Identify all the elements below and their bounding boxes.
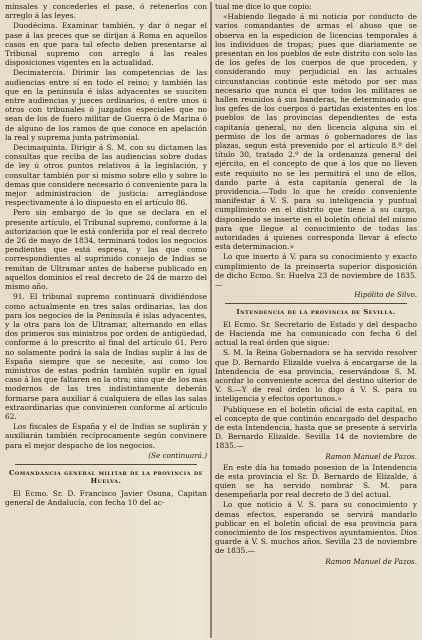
left-paragraph-7: Los fiscales de España y el de Indias se suplirán y auxiliarán también recíprocamente según convinere para el mejor despacho de los negocios. (5, 422, 208, 450)
left-paragraph-1: mínsales y concederles el pase, ó retenerlos con arreglo á las leyes. (5, 2, 208, 21)
left-paragraph-6: 91. El tribunal supremo continuará dividiéndose como actualmente en tres salas ordinarias, las dos para los negocios de la Península é islas adyacentes, y la otra para los de Ultramar, alternando en ellas dos primeros sus ministros por orden de antigüedad, conforme á lo prescrito al final del artículo 61. Pero no solamente podrá la sala de Indias suplir á las de España siempre que se necesite, así como los ministros de estas podrán también suplir en igual caso á los que faltaren en la otra; sino que de los mas modernos de las tres indistintamente deberán formarse para auxiliar á cualquiera de ellas las salas extraordinarias que convinieren conforme al artículo 62. (5, 292, 208, 421)
final-paragraph-2: Lo que noticio á V. S. para su conocimiento y demas efectos, esperando se servirá mandarlo publicar en el boletín oficial de esa provincia para conocimiento de los respectivos ayuntamientos. Dios guarde á V. S. muchos años. Sevilla 23 de noviembre de 1835.— (214, 500, 417, 556)
intendencia-paragraph-1: El Ecmo. Sr. Secretario de Estado y del despacho de Hacienda me ha comunicado con fecha 6 del actual la real órden que sigue: (214, 319, 417, 348)
section-heading-sevilla: Intendencia de la provincia de Sevilla. (236, 308, 396, 317)
left-last-paragraph: El Ecmo. Sr. D. Francisco Javier Osuna, Capitan general de Andalucía, con fecha 10 del ac- (5, 488, 208, 507)
signature-pazos-2: Ramon Manuel de Pazos. (325, 556, 417, 566)
left-paragraph-4: Decimaquinta. Dirigir á S. M. con su dictamen las consultas que reciba de las audiencias sobre dudas de ley ú otros puntos relativos á la legislación, y consultar también por sí mismo sobre ello y sobre lo demas que considere necesario ó conveniente para la mejor administracion de justicia: arreglándose respectivamente á lo dispuesto en el artículo 86. (5, 143, 208, 208)
column-divider (210, 2, 212, 638)
right-column (215, 2, 417, 638)
signature-pazos-1: Ramon Manuel de Pazos. (325, 451, 417, 461)
intendencia-paragraph-3: Publíquese en el boletín oficial de esta capital, en el concepto de que continúo encargado del despacho de esta Intendencia, hasta que se presente á servirla D. Bernardo Elizalde. Sevilla 14 de noviembre de 1835.— (214, 404, 417, 451)
section-heading-huelva: Comandancia general militar de la provincia de Huelva. (9, 468, 204, 486)
left-column (5, 2, 207, 638)
left-paragraph-2: Duodécima. Examinar también, y dar ó negar el pase á las preces que se dirijan á Roma en aquellos casos en que para tal efecto deben presentarse al Tribunal supremo con arreglo á las reales disposiciones vigentes en la actualidad. (5, 21, 208, 68)
left-paragraph-3: Decimatercia. Dirimir las competencias de las audiencias entre sí en todo el reino; y también las que en la península é islas adyacentes se susciten entre audiencias y jueces ordinarios, ó entre unos ú otros con tribunales ó juzgados especiales que no sean de los de fuero militar de Guerra ó de Marina ó de alguno de los ramos de que conoce en apelación la real y suprema junta patrimonial. (5, 68, 208, 142)
right-quote-1: «Habiendo llegado á mi noticia por conducto de varios comandantes de armas el abuso que se observa en la espedicion de licencias temporales á los individuos de tropas; pues que diariamente se presentan en los pueblos de este distrito con solo las de los gefes de los cuerpos de que proceden, y considerando muy perjudicial en las actuales circunstancias continúe este método por ser mas necesario que nunca el que todos los militares se hallen reunidos á sus banderas, he determinado que los gefes de los cuerpos ó partidas existentes en los pueblos de las provincias dependientes de esta capitanía general, no den licencia alguna sin el permiso de los de armas ó gobernadores de las plazas, segun está prevenido por el artículo 8.º del título 30, tratado 2.º de la ordenanza general del ejército, en el concepto de que á los que no lleven este requisito no se les permitirá el uno de ellos, dando parte á esta capitanía general de la providencia.—Todo lo que he creído conveniente manifestar á V. S. para su inteligencia y puntual cumplimiento en el distrito que tiene á su cargo, disponiendo se inserte en el boletín oficial del mismo para que llegue al conocimiento de todas las autoridades á quienes corresponda llevar á efecto esta determinacion.» (214, 12, 417, 252)
right-intro: tual me dice lo que copio: (214, 2, 312, 11)
right-quote-2: Lo que inserto á V. para su conocimiento y exacto cumplimiento de la preinserta superior disposición de dicho Ecmo. Sr. Huelva 23 de noviembre de 1835.— (214, 252, 417, 290)
final-paragraph-1: En este día ha tomado posesion de la Intendencia de esta provincia el Sr. D. Bernardo de Elizalde, á quien se ha servido nombrar S. M. para desempeñarla por real decreto de 3 del actual. (214, 462, 417, 500)
section-divider-right (225, 303, 407, 304)
intendencia-paragraph-2: S. M. la Reina Gobernadora se ha servido resolver que D. Bernardo Elizalde vuelva á encargarse de la Intendencia de esa provincia, reservándose S. M. acordar lo conveniente acerca del destino ulterior de V. S.—Y de real órden lo digo á V. S. para su inteligencia y efectos oportunos.» (214, 348, 417, 404)
section-divider (15, 464, 197, 465)
continued-note: (Se continuará.) (148, 450, 208, 460)
columns (5, 2, 417, 638)
left-paragraph-5: Pero sin embargo de lo que se declara en el presente artículo, el Tribunal supremo, conforme á la autorizacion que le está conferida por el real decreto de 26 de mayo de 1834, terminará todos los negocios pendientes que está espresa, y las que como correspondientes al suprimido consejo de Indias se remitan de Ultramar antes de haberse publicado en aquellos dominios el real decreto de 24 de marzo del mismo año. (5, 208, 208, 292)
signature-silvo: Hipólito de Silvo. (354, 290, 417, 300)
